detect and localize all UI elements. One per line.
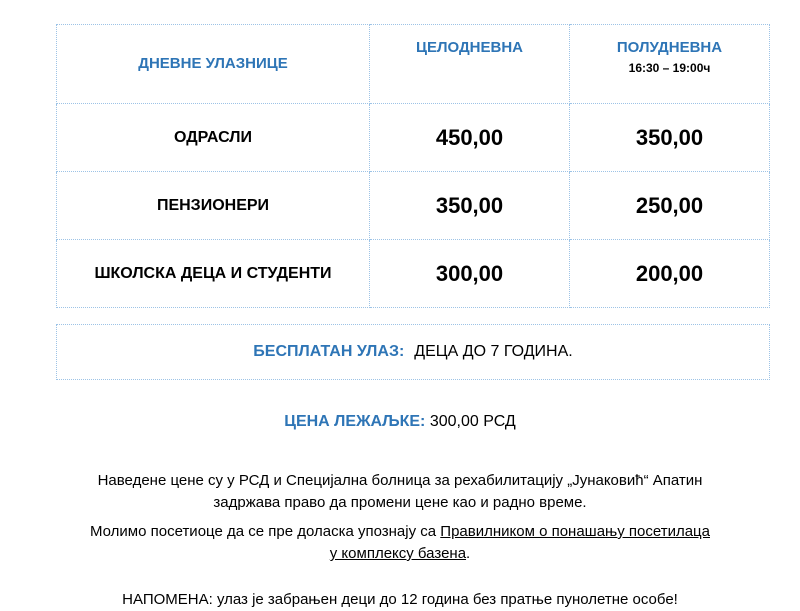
price-disclaimer (40, 470, 760, 514)
price-half-day: 350,00 (635, 124, 704, 150)
ticket-price-table (56, 24, 770, 308)
lounger-value: 300,00 РСД (429, 413, 516, 430)
rules-notice (40, 521, 760, 565)
row-label: ПЕНЗИОНЕРИ (156, 196, 270, 214)
table-header-row (57, 25, 770, 104)
header-half-day-cell (570, 25, 770, 104)
table-row (57, 172, 770, 240)
free-entry-box (56, 324, 770, 380)
header-title: ДНЕВНЕ УЛАЗНИЦЕ (138, 55, 288, 72)
price-full-day: 300,00 (435, 260, 504, 286)
visitor-rules-link-continued[interactable]: у комплексу базена (329, 545, 467, 562)
table-row (57, 240, 770, 308)
price-full-day: 350,00 (435, 192, 504, 218)
lounger-label: ЦЕНА ЛЕЖАЉКЕ: (284, 413, 426, 430)
row-label: ОДРАСЛИ (174, 128, 252, 146)
header-half-day-time: 16:30 – 19:00ч (628, 61, 711, 75)
header-full-day: ЦЕЛОДНЕВНА (416, 39, 523, 56)
disclaimer-line-1: Наведене цене су у РСД и Специјална болница за рехабилитацију „Јунаковић“ Апатин (97, 472, 703, 489)
row-label: ШКОЛСКА ДЕЦА И СТУДЕНТИ (94, 264, 332, 282)
disclaimer-line-2: задржава право да промени цене као и радно време. (213, 494, 587, 511)
free-entry-value: ДЕЦА ДО 7 ГОДИНА. (414, 343, 573, 360)
price-full-day: 450,00 (435, 124, 504, 150)
free-entry-label: БЕСПЛАТАН УЛАЗ: (253, 343, 405, 360)
lounger-price (0, 413, 800, 431)
age-restriction-note: НАПОМЕНА: улаз је забрањен деци до 12 година без пратње пунолетне особе! (122, 591, 678, 608)
header-half-day: ПОЛУДНЕВНА (616, 39, 723, 56)
rules-notice-prefix: Молимо посетиоце да се пре доласка упознају са (90, 523, 441, 540)
rules-notice-suffix: . (466, 545, 471, 562)
header-title-cell (57, 25, 370, 104)
header-full-day-cell (370, 25, 570, 104)
price-half-day: 250,00 (635, 192, 704, 218)
visitor-rules-link[interactable]: Правилником о понашању посетилаца (440, 523, 710, 540)
table-row (57, 104, 770, 172)
price-half-day: 200,00 (635, 260, 704, 286)
